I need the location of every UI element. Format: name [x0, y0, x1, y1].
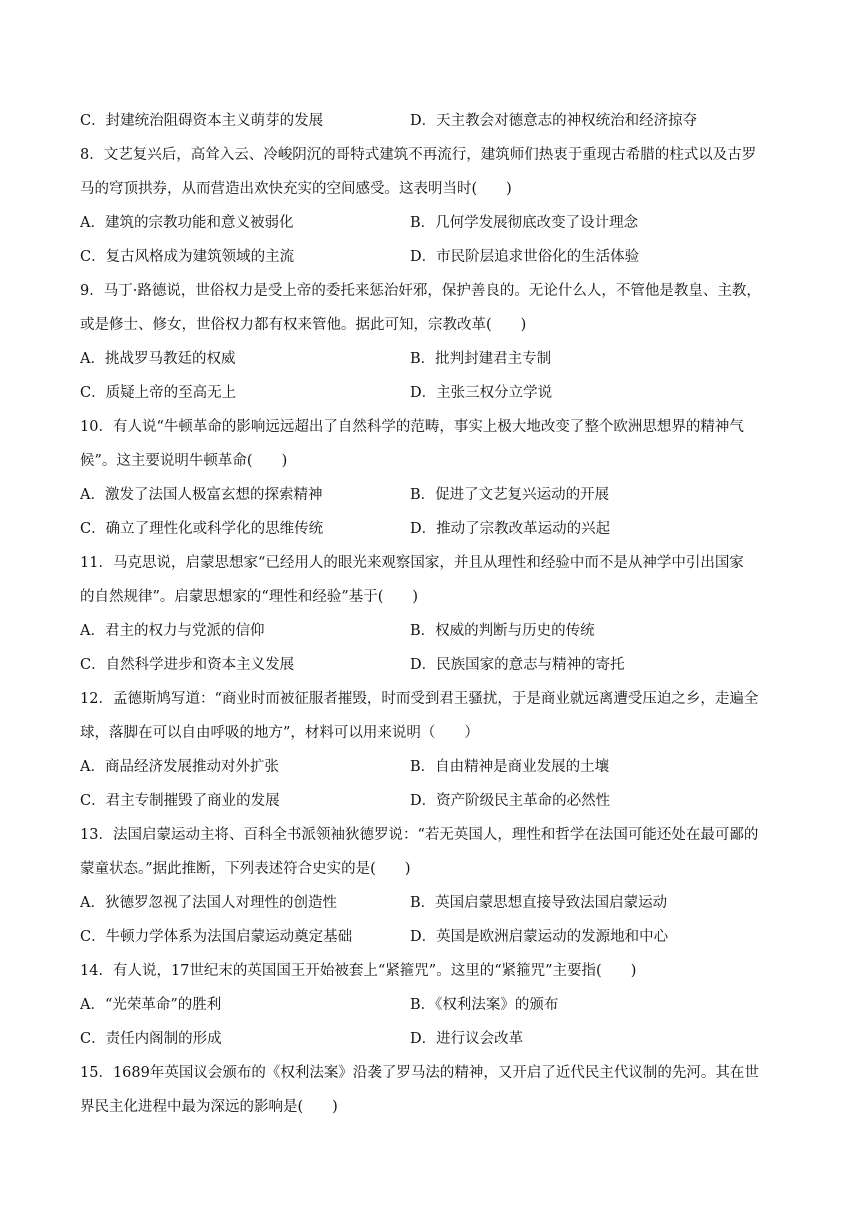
question-block — [80, 138, 780, 274]
answer-option: B．英国启蒙思想直接导致法国启蒙运动 — [410, 895, 668, 911]
answer-option: A．激发了法国人极富玄想的探索精神 — [80, 487, 323, 503]
option-row — [80, 512, 780, 546]
answer-option: A．挑战罗马教廷的权威 — [80, 351, 236, 367]
answer-option: B．几何学发展彻底改变了设计理念 — [410, 215, 639, 231]
question-stem-line: 球，落脚在可以自由呼吸的地方”，材料可以用来说明（ ） — [80, 725, 479, 741]
answer-option: D．主张三权分立学说 — [410, 385, 553, 401]
question-stem-line: 的自然规律”。启蒙思想家的“理性和经验”基于( ) — [80, 589, 419, 605]
answer-option: C．质疑上帝的至高无上 — [80, 385, 237, 401]
answer-option: A．建筑的宗教功能和意义被弱化 — [80, 215, 294, 231]
answer-option: D．民族国家的意志与精神的寄托 — [410, 657, 625, 673]
answer-option: D．进行议会改革 — [410, 1031, 524, 1047]
option-row — [80, 376, 780, 410]
option-row — [80, 342, 780, 376]
question-block — [80, 1056, 780, 1124]
question-block — [80, 274, 780, 410]
answer-option: C．牛顿力学体系为法国启蒙运动奠定基础 — [80, 929, 353, 945]
question-stem-line: 13．法国启蒙运动主将、百科全书派领袖狄德罗说：“若无英国人，理性和哲学在法国可能还处在最可鄙的 — [80, 827, 759, 843]
answer-option: C．自然科学进步和资本主义发展 — [80, 657, 295, 673]
question-block — [80, 818, 780, 954]
question-stem-line: 8．文艺复兴后，高耸入云、冷峻阴沉的哥特式建筑不再流行，建筑师们热衷于重现古希腊的柱式以及古罗 — [80, 147, 757, 163]
question-stem-line: 12．孟德斯鸠写道：“商业时而被征服者摧毁，时而受到君王骚扰，于是商业就远离遭受压迫之乡，走遍全 — [80, 691, 759, 707]
question-stem-line: 界民主化进程中最为深远的影响是( ) — [80, 1099, 338, 1115]
answer-option: A．君主的权力与党派的信仰 — [80, 623, 265, 639]
question-stem-line: 马的穹顶拱券，从而营造出欢快充实的空间感受。这表明当时( ) — [80, 181, 512, 197]
answer-option: B．《权利法案》的颁布 — [410, 997, 559, 1013]
answer-option: A．“光荣革命”的胜利 — [80, 997, 222, 1013]
option-row — [80, 886, 780, 920]
option-row — [80, 920, 780, 954]
answer-option: A．商品经济发展推动对外扩张 — [80, 759, 279, 775]
answer-option: C．复古风格成为建筑领域的主流 — [80, 249, 295, 265]
answer-option: D．资产阶级民主革命的必然性 — [410, 793, 611, 809]
question-stem-line: 11．马克思说，启蒙思想家“已经用人的眼光来观察国家，并且从理性和经验中而不是从神学中引出国家 — [80, 555, 744, 571]
question-block — [80, 410, 780, 546]
option-row — [80, 206, 780, 240]
answer-option: C．封建统治阻碍资本主义萌芽的发展 — [80, 113, 324, 129]
question-list — [80, 104, 780, 1124]
answer-option: C．责任内阁制的形成 — [80, 1031, 222, 1047]
answer-option: C．君主专制摧毁了商业的发展 — [80, 793, 280, 809]
answer-option: A．狄德罗忽视了法国人对理性的创造性 — [80, 895, 337, 911]
question-block — [80, 682, 780, 818]
question-block — [80, 546, 780, 682]
question-block — [80, 104, 780, 138]
option-row — [80, 614, 780, 648]
option-row — [80, 988, 780, 1022]
option-row — [80, 240, 780, 274]
question-stem-line: 候”。这主要说明牛顿革命( ) — [80, 453, 288, 469]
option-row — [80, 104, 780, 138]
answer-option: D．推动了宗教改革运动的兴起 — [410, 521, 611, 537]
option-row — [80, 750, 780, 784]
question-stem-line: 或是修士、修女，世俗权力都有权来管他。据此可知，宗教改革( ) — [80, 317, 527, 333]
answer-option: B．批判封建君主专制 — [410, 351, 552, 367]
answer-option: C．确立了理性化或科学化的思维传统 — [80, 521, 324, 537]
answer-option: D．英国是欧洲启蒙运动的发源地和中心 — [410, 929, 669, 945]
answer-option: D．天主教会对德意志的神权统治和经济掠夺 — [410, 113, 698, 129]
question-stem-line: 9．马丁·路德说，世俗权力是受上帝的委托来惩治奸邪，保护善良的。无论什么人，不管他是教皇、主教， — [80, 283, 761, 299]
option-row — [80, 1022, 780, 1056]
question-stem-line: 蒙童状态。”据此推断，下列表述符合史实的是( ) — [80, 861, 411, 877]
question-block — [80, 954, 780, 1056]
answer-option: D．市民阶层追求世俗化的生活体验 — [410, 249, 640, 265]
question-stem-line: 10．有人说“牛顿革命的影响远远超出了自然科学的范畴，事实上极大地改变了整个欧洲思想界的精神气 — [80, 419, 744, 435]
answer-option: B．权威的判断与历史的传统 — [410, 623, 595, 639]
answer-option: B．促进了文艺复兴运动的开展 — [410, 487, 610, 503]
option-row — [80, 784, 780, 818]
option-row — [80, 648, 780, 682]
option-row — [80, 478, 780, 512]
question-stem-line: 14．有人说，17世纪末的英国国王开始被套上“紧箍咒”。这里的“紧箍咒”主要指( ) — [80, 963, 637, 979]
answer-option: B．自由精神是商业发展的土壤 — [410, 759, 610, 775]
question-stem-line: 15．1689年英国议会颁布的《权利法案》沿袭了罗马法的精神，又开启了近代民主代议制的先河。其在世 — [80, 1065, 759, 1081]
